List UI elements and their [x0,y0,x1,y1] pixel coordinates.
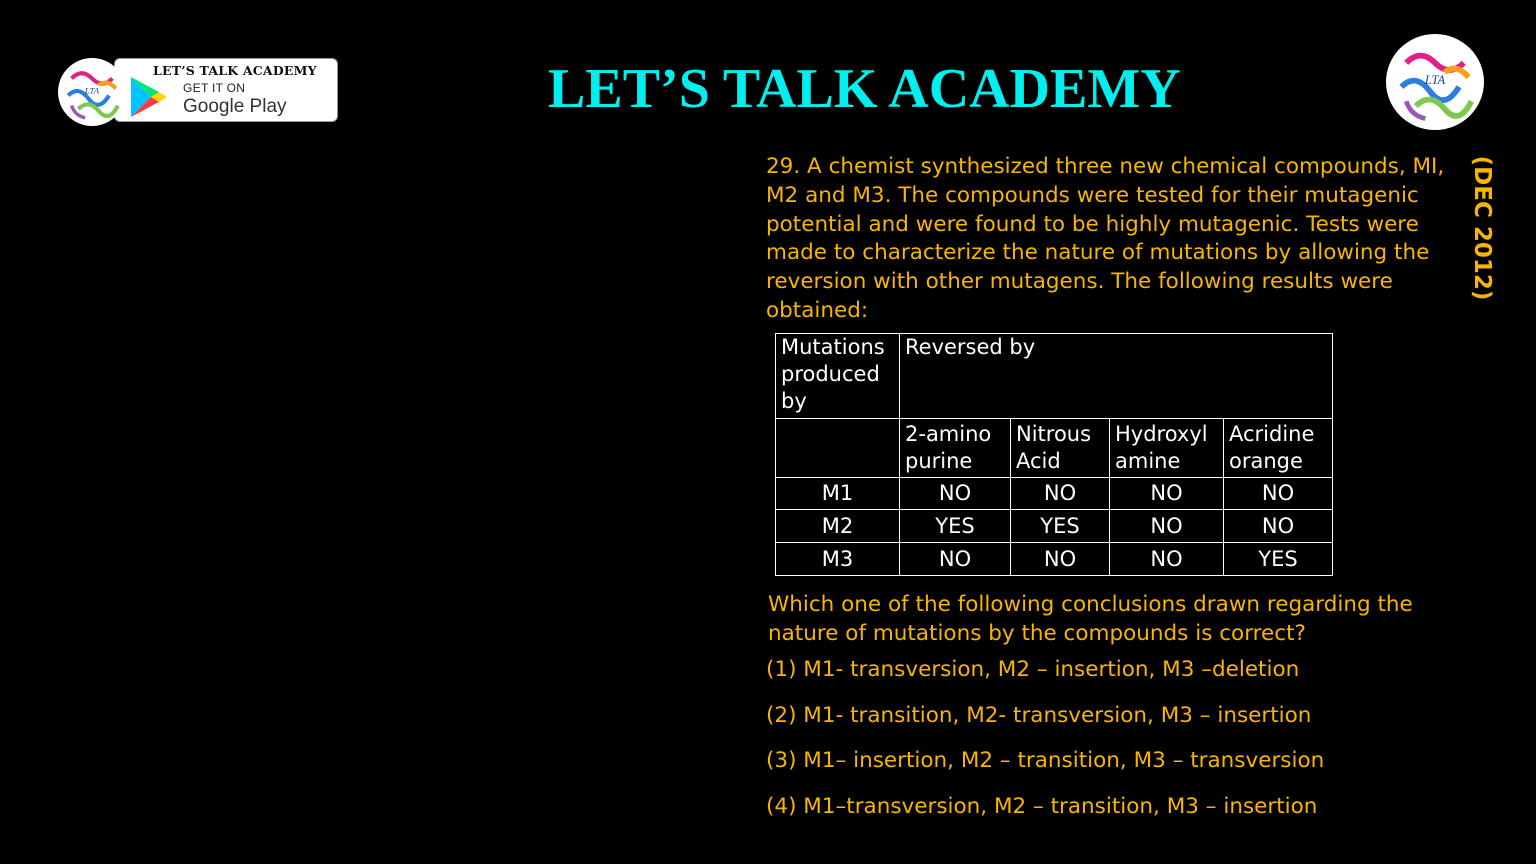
empty-header-cell [776,419,900,478]
table-cell: NO [1011,478,1110,510]
row-label: M2 [776,510,900,543]
exam-year-label [1462,150,1502,310]
protein-logo-icon [58,58,126,126]
google-play-icon [129,75,169,119]
column-header: Nitrous Acid [1011,419,1110,478]
answer-options [766,655,1486,837]
results-table [775,333,1333,576]
logo-text: LTA [1424,72,1446,87]
row-header-cell: Mutations produced by [776,334,900,419]
badge-get-it-on: GET IT ON [183,81,246,95]
answer-option-2[interactable]: (2) M1- transition, M2- transversion, M3 – insertion [766,702,1312,728]
exam-year-text: (DEC 2012) [1469,155,1495,301]
table-row [776,510,1333,543]
table-cell: YES [1011,510,1110,543]
answer-option-4[interactable]: (4) M1–transversion, M2 – transition, M3 – insertion [766,793,1318,819]
academy-logo-right [1386,34,1484,130]
answer-option-1[interactable]: (1) M1- transversion, M2 – insertion, M3 –deletion [766,657,1300,682]
logo-text: LTA [84,85,100,96]
table-cell: NO [900,478,1011,510]
table-cell: NO [1224,510,1333,543]
table-cell: NO [1224,478,1333,510]
column-header: Acridine orange [1224,419,1333,478]
protein-logo-icon [1386,34,1484,130]
table-cell: NO [900,543,1011,576]
table-header-row [776,334,1333,419]
badge-store-name: Google Play [183,96,287,117]
column-header: 2-amino purine [900,419,1011,478]
table-row [776,478,1333,510]
table-cell: NO [1011,543,1110,576]
table-cell: NO [1110,543,1224,576]
answer-option-3[interactable]: (3) M1– insertion, M2 – transition, M3 – transversion [766,748,1325,773]
badge-brand-text: LET’S TALK ACADEMY [153,63,317,78]
google-play-badge[interactable] [114,58,338,122]
row-label: M1 [776,478,900,510]
table-cell: NO [1110,510,1224,543]
table-subheader-row [776,419,1333,478]
table-row [776,543,1333,576]
conclusion-prompt: Which one of the following conclusions drawn regarding the nature of mutations by the compounds is correct? [768,592,1413,646]
group-header-cell: Reversed by [900,334,1333,419]
table-cell: YES [1224,543,1333,576]
table-cell: NO [1110,478,1224,510]
academy-logo-left [58,58,126,126]
question-text: 29. A chemist synthesized three new chemical compounds, MI, M2 and M3. The compounds were tested for their mutagenic potential and were found to be highly mutagenic. Tests were made to characterize the nature of mutations by allowing the reversion with other mutagens. The following results were obtained: [766,154,1445,323]
page-title: LET’S TALK ACADEMY [548,58,1181,120]
table-cell: YES [900,510,1011,543]
column-header: Hydroxyl amine [1110,419,1224,478]
row-label: M3 [776,543,900,576]
